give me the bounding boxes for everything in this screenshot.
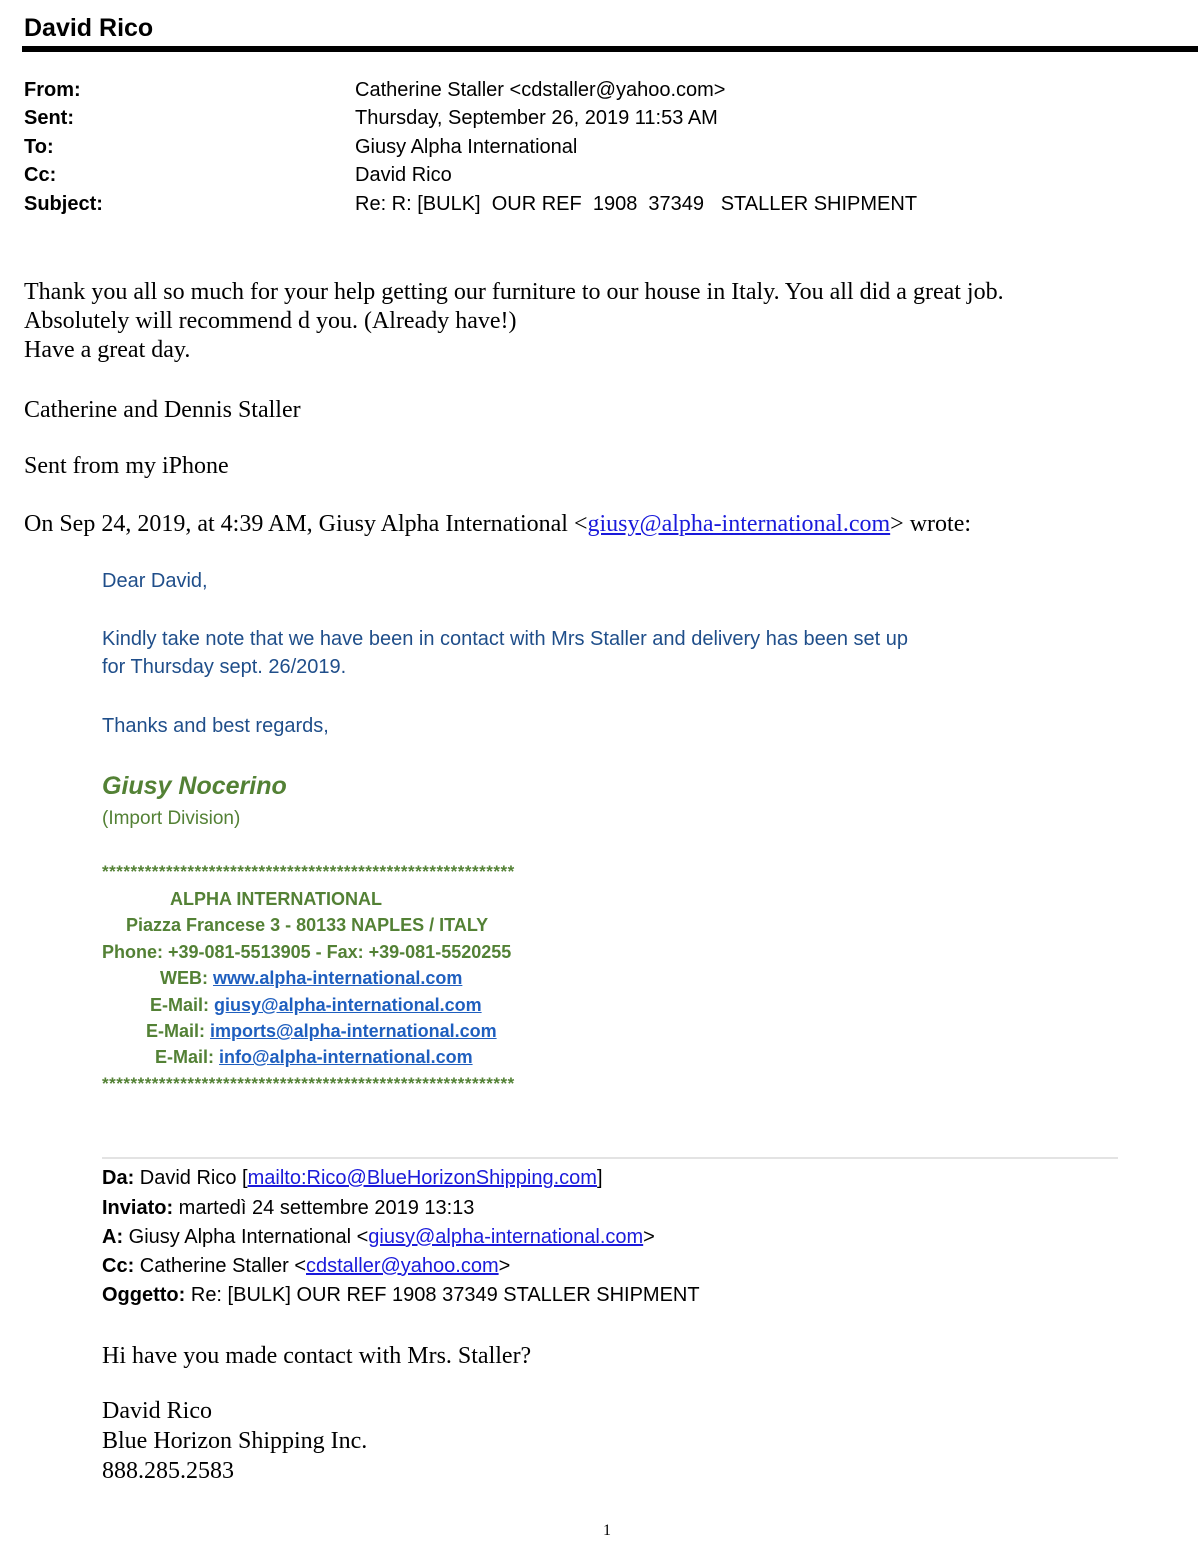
- body-sent-from: Sent from my iPhone: [24, 453, 229, 479]
- da-name: David Rico [: [134, 1167, 248, 1189]
- to-value: Giusy Alpha International: [355, 136, 578, 158]
- quote-para-line-2: for Thursday sept. 26/2019.: [102, 656, 347, 678]
- body-signoff: Catherine and Dennis Staller: [24, 397, 301, 423]
- subject-value: Re: R: [BULK] OUR REF 1908 37349 STALLER SHIPMENT: [355, 193, 918, 215]
- to-label: To:: [24, 136, 54, 158]
- from-label: From:: [24, 79, 81, 101]
- inviato-value: martedì 24 settembre 2019 13:13: [173, 1197, 475, 1219]
- email-label: E-Mail:: [150, 995, 215, 1015]
- a-name: Giusy Alpha International <: [123, 1226, 369, 1248]
- forward-sig-company: Blue Horizon Shipping Inc.: [102, 1428, 368, 1454]
- inviato-label: Inviato:: [102, 1197, 174, 1219]
- signature-stars-top: **********************************************************: [102, 862, 515, 881]
- a-close: >: [643, 1226, 655, 1248]
- signature-web-row: [160, 968, 462, 989]
- email-label: E-Mail:: [155, 1047, 220, 1067]
- message-body: [24, 278, 1004, 365]
- email-link-info[interactable]: info@alpha-international.com: [219, 1047, 473, 1067]
- signature-name: Giusy Nocerino: [102, 772, 287, 800]
- forward-sig-phone: 888.285.2583: [102, 1458, 234, 1484]
- forward-oggetto-row: [102, 1284, 700, 1307]
- subject-label: Subject:: [24, 193, 103, 215]
- body-line-3: Have a great day.: [24, 337, 191, 363]
- document-owner-name: David Rico: [24, 14, 154, 42]
- da-close: ]: [596, 1167, 603, 1189]
- oggetto-value: Re: [BULK] OUR REF 1908 37349 STALLER SHIPMENT: [185, 1284, 700, 1306]
- email-link-imports[interactable]: imports@alpha-international.com: [210, 1021, 497, 1041]
- fwd-cc-label: Cc:: [102, 1255, 135, 1277]
- forward-a-row: [102, 1226, 655, 1249]
- da-mailto-link[interactable]: mailto:Rico@BlueHorizonShipping.com: [247, 1167, 597, 1189]
- quote-greeting: Dear David,: [102, 570, 208, 592]
- signature-email-row-1: [150, 995, 482, 1016]
- email-label: E-Mail:: [146, 1021, 211, 1041]
- da-label: Da:: [102, 1167, 135, 1189]
- quote-para-line-1: Kindly take note that we have been in contact with Mrs Staller and delivery has been set up: [102, 628, 909, 650]
- forward-da-row: [102, 1167, 603, 1190]
- sent-value: Thursday, September 26, 2019 11:53 AM: [355, 107, 718, 129]
- forward-inviato-row: [102, 1197, 474, 1220]
- web-link[interactable]: www.alpha-international.com: [213, 968, 463, 988]
- signature-company: ALPHA INTERNATIONAL: [170, 889, 382, 909]
- signature-division: (Import Division): [102, 808, 241, 829]
- oggetto-label: Oggetto:: [102, 1284, 186, 1306]
- wrote-email-link[interactable]: giusy@alpha-international.com: [587, 511, 891, 537]
- header-rule: [22, 46, 1198, 52]
- web-label: WEB:: [160, 968, 213, 988]
- signature-address: Piazza Francese 3 - 80133 NAPLES / ITALY: [126, 915, 489, 935]
- wrote-prefix: On Sep 24, 2019, at 4:39 AM, Giusy Alpha International <: [24, 511, 588, 537]
- quote-paragraph: [102, 625, 908, 681]
- signature-email-row-2: [146, 1021, 497, 1042]
- body-line-2: Absolutely will recommend d you. (Already have!): [24, 308, 517, 334]
- fwd-cc-name: Catherine Staller <: [134, 1255, 306, 1277]
- forward-cc-row: [102, 1255, 510, 1278]
- email-link-giusy[interactable]: giusy@alpha-international.com: [214, 995, 482, 1015]
- wrote-suffix: > wrote:: [890, 511, 972, 537]
- sent-label: Sent:: [24, 107, 74, 129]
- body-line-1: Thank you all so much for your help getting our furniture to our house in Italy. You all did a great job.: [24, 279, 1004, 305]
- cc-value: David Rico: [355, 164, 452, 186]
- quote-closing: Thanks and best regards,: [102, 715, 329, 737]
- forward-message: Hi have you made contact with Mrs. Staller?: [102, 1343, 532, 1369]
- fwd-cc-close: >: [498, 1255, 511, 1277]
- signature-stars-bottom: **********************************************************: [102, 1074, 515, 1093]
- forward-divider: [102, 1157, 1118, 1159]
- a-email-link[interactable]: giusy@alpha-international.com: [368, 1226, 644, 1248]
- a-label: A:: [102, 1226, 124, 1248]
- cc-label: Cc:: [24, 164, 57, 186]
- from-value: Catherine Staller <cdstaller@yahoo.com>: [355, 79, 726, 101]
- quote-attribution: [24, 511, 971, 538]
- signature-email-row-3: [155, 1047, 473, 1068]
- forward-sig-name: David Rico: [102, 1398, 212, 1424]
- page-number: 1: [603, 1522, 611, 1539]
- fwd-cc-email-link[interactable]: cdstaller@yahoo.com: [306, 1255, 499, 1277]
- signature-phone: Phone: +39-081-5513905 - Fax: +39-081-5520255: [102, 942, 512, 962]
